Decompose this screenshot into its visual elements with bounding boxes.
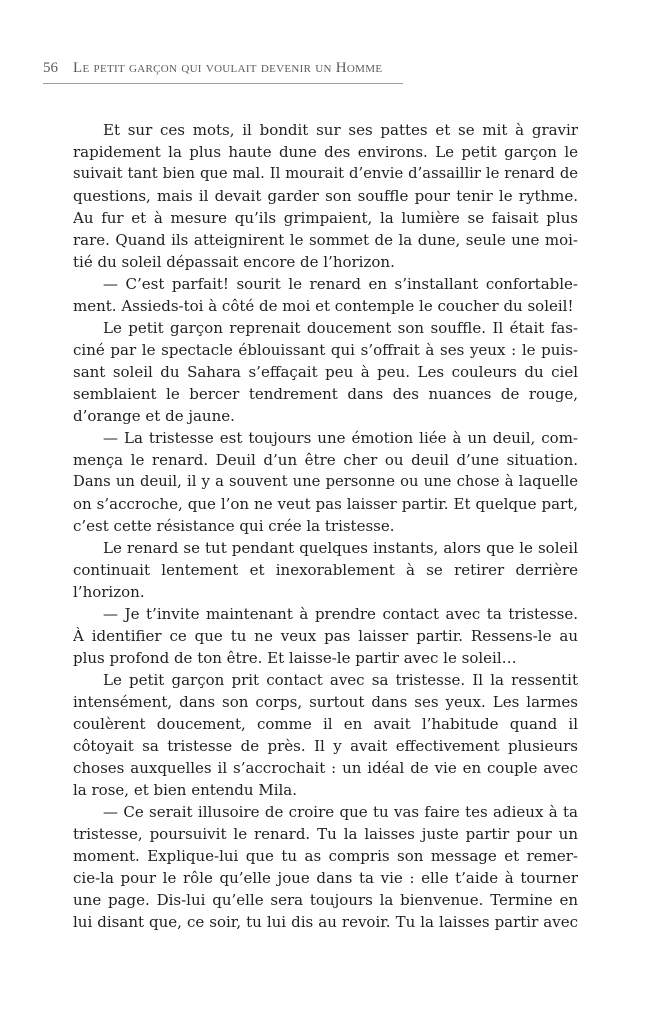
text-line: tié du soleil dépassait encore de l’horizon. — [73, 253, 395, 271]
text-line: Et sur ces mots, il bondit sur ses pattes et se mit à gravir — [103, 121, 578, 139]
text-line: la rose, et bien entendu Mila. — [73, 781, 297, 799]
text-line: Le petit garçon reprenait doucement son souffle. Il était fas- — [103, 319, 578, 337]
text-line: choses auxquelles il s’accrochait : un idéal de vie en couple avec — [73, 759, 578, 777]
text-line: rapidement la plus haute dune des environs. Le petit garçon le — [73, 143, 578, 161]
text-line: on s’accroche, que l’on ne veut pas laisser partir. Et quelque part, — [73, 495, 578, 513]
text-line: ciné par le spectacle éblouissant qui s’offrait à ses yeux : le puis- — [73, 341, 578, 359]
text-line: cie-la pour le rôle qu’elle joue dans ta vie : elle t’aide à tourner — [73, 869, 578, 887]
text-line: une page. Dis-lui qu’elle sera toujours la bienvenue. Termine en — [73, 891, 578, 909]
text-line: c’est cette résistance qui crée la tristesse. — [73, 517, 395, 535]
text-line: coulèrent doucement, comme il en avait l’habitude quand il — [73, 715, 578, 733]
text-line: ment. Assieds-toi à côté de moi et contemple le coucher du soleil! — [73, 297, 574, 315]
text-line: mença le renard. Deuil d’un être cher ou deuil d’une situation. — [73, 451, 578, 469]
book-title: Le petit garçon qui voulait devenir un Homme — [73, 60, 383, 76]
text-line: — Je t’invite maintenant à prendre contact avec ta tristesse. — [103, 605, 578, 623]
text-line: Au fur et à mesure qu’ils grimpaient, la lumière se faisait plus — [73, 209, 578, 227]
text-line: À identifier ce que tu ne veux pas laisser partir. Ressens-le au — [73, 627, 578, 645]
page-number: 56 — [43, 60, 58, 76]
text-line: lui disant que, ce soir, tu lui dis au revoir. Tu la laisses partir avec — [73, 913, 578, 931]
text-line: d’orange et de jaune. — [73, 407, 235, 425]
text-line: — Ce serait illusoire de croire que tu vas faire tes adieux à ta — [103, 803, 578, 821]
text-line: Dans un deuil, il y a souvent une personne ou une chose à laquelle — [73, 473, 578, 490]
text-line: Le petit garçon prit contact avec sa tristesse. Il la ressentit — [103, 671, 578, 689]
text-line: plus profond de ton être. Et laisse-le partir avec le soleil… — [73, 649, 517, 667]
text-line: questions, mais il devait garder son souffle pour tenir le rythme. — [73, 187, 578, 205]
text-line: moment. Explique-lui que tu as compris son message et remer- — [73, 847, 578, 865]
text-line: l’horizon. — [73, 583, 145, 601]
text-line: rare. Quand ils atteignirent le sommet de la dune, seule une moi- — [73, 231, 578, 249]
header-rule — [43, 83, 403, 84]
text-line: semblaient le bercer tendrement dans des nuances de rouge, — [73, 385, 578, 403]
text-line: — La tristesse est toujours une émotion liée à un deuil, com- — [103, 429, 578, 447]
text-line: Le renard se tut pendant quelques instants, alors que le soleil — [103, 539, 578, 557]
text-line: côtoyait sa tristesse de près. Il y avait effectivement plusieurs — [73, 737, 578, 755]
text-line: tristesse, poursuivit le renard. Tu la laisses juste partir pour un — [73, 825, 578, 843]
running-header — [43, 56, 403, 80]
text-line: sant soleil du Sahara s’effaçait peu à peu. Les couleurs du ciel — [73, 363, 578, 381]
text-line: continuait lentement et inexorablement à se retirer derrière — [73, 561, 578, 579]
text-line: intensément, dans son corps, surtout dans ses yeux. Les larmes — [73, 693, 578, 711]
text-line: suivait tant bien que mal. Il mourait d’envie d’assaillir le renard de — [73, 165, 578, 182]
body-text — [73, 119, 578, 933]
text-line: — C’est parfait! sourit le renard en s’installant confortable- — [103, 275, 578, 293]
